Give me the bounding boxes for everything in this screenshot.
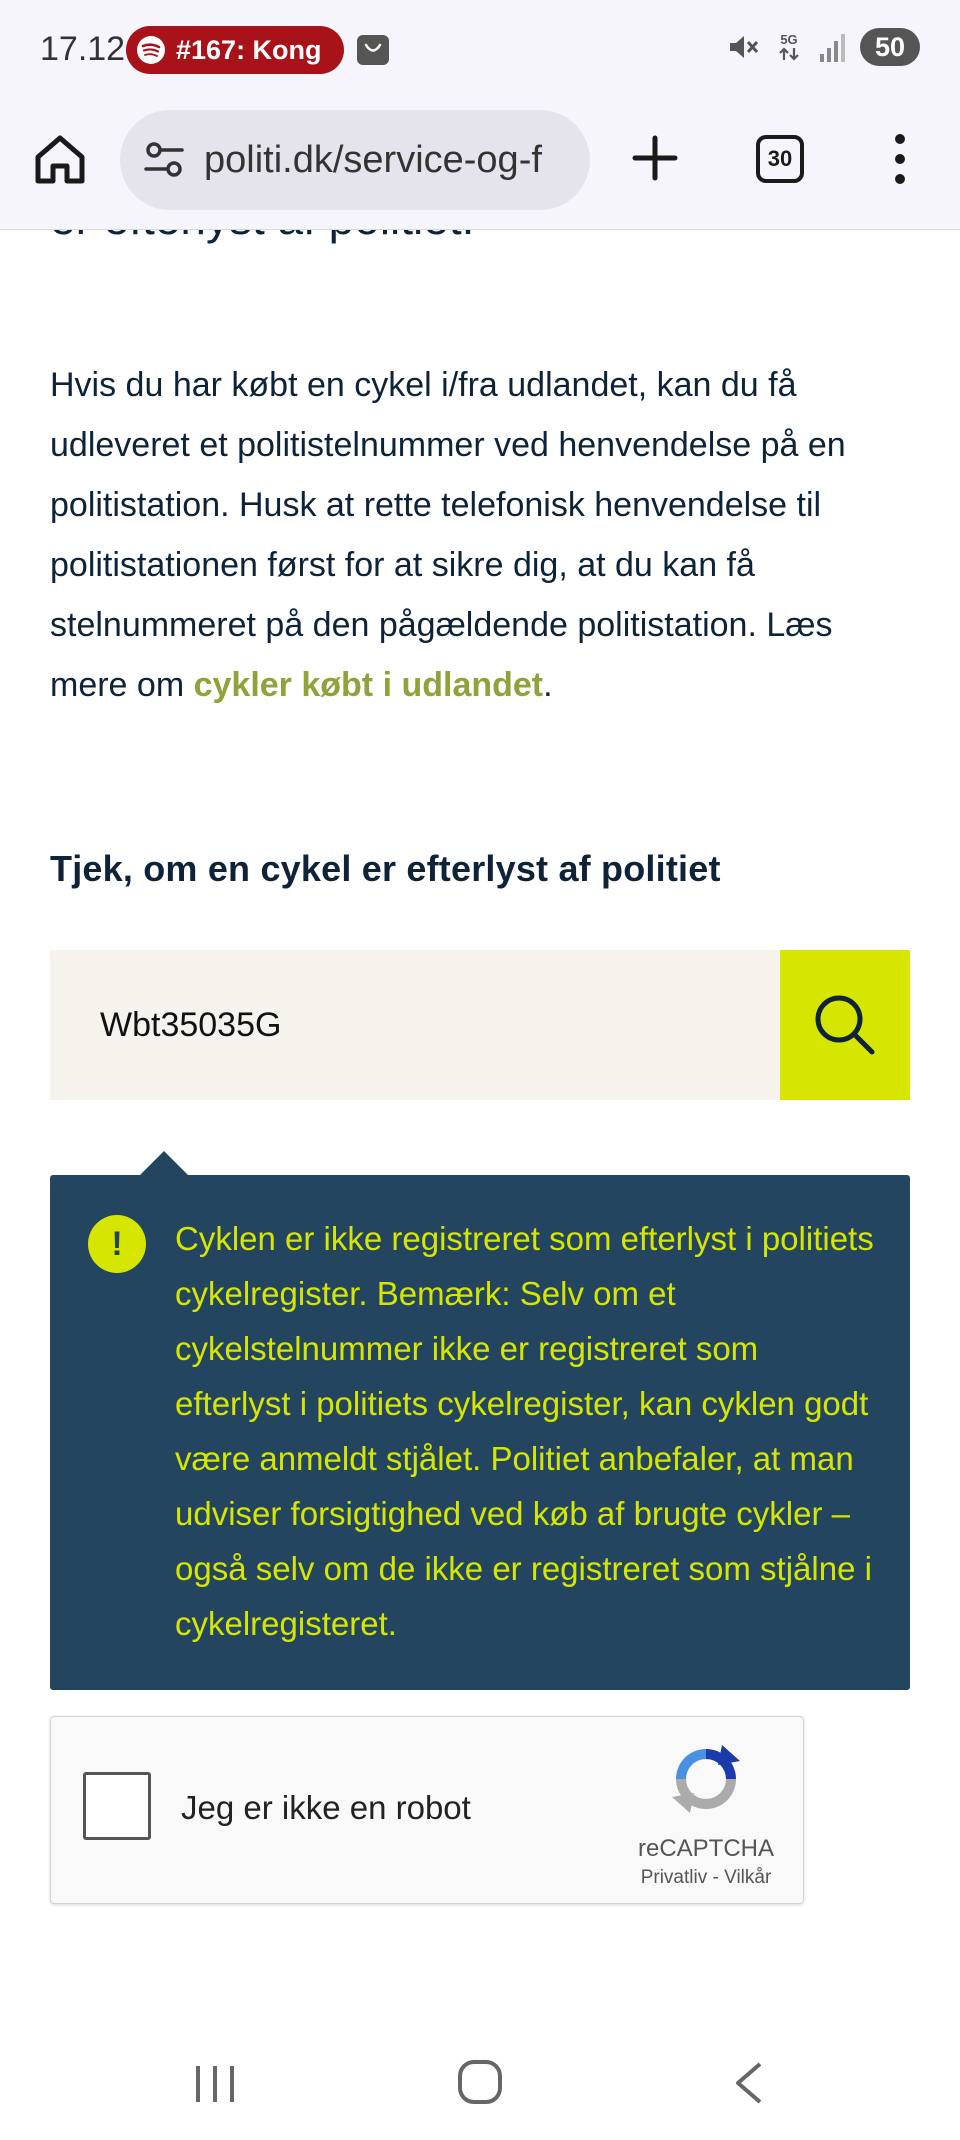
network-5g-icon xyxy=(772,30,806,64)
signal-icon xyxy=(818,30,848,64)
section-heading: Tjek, om en cykel er efterlyst af politiet xyxy=(50,848,721,889)
privacy-link[interactable]: Privatliv xyxy=(640,1867,708,1888)
terms-link[interactable]: Vilkår xyxy=(724,1867,772,1888)
more-options-icon[interactable] xyxy=(880,131,920,187)
recaptcha-label: Jeg er ikke en robot xyxy=(181,1789,471,1826)
recaptcha-checkbox[interactable] xyxy=(83,1772,151,1840)
info-paragraph xyxy=(50,355,910,715)
network-label: 5G xyxy=(780,32,798,47)
recaptcha-widget xyxy=(50,1716,804,1904)
status-bar xyxy=(0,0,960,95)
alert-pointer xyxy=(140,1151,188,1175)
exclamation-icon: ! xyxy=(88,1215,146,1273)
url-text: politi.dk/service-og-f xyxy=(204,138,542,181)
browser-toolbar xyxy=(0,95,960,230)
alert-message: Cyklen er ikke registreret som efterlyst i politiets cykelregister. Bemærk: Selv om et cykelstelnummer ikke er registreret som efterlyst i politiets cykelregister, kan cyklen godt være anmeldt stjålet. Politiet anbefaler, at man udviser forsigtighed ved køb af brugte cykler – også selv om de ikke er registreret som stjålne i cykelregisteret. xyxy=(175,1220,874,1642)
shopping-bag-icon xyxy=(356,34,390,66)
paragraph-text: Hvis du har købt en cykel i/fra udlandet, kan du få udleveret et politistelnummer ved henvendelse på en politistation. Husk at rette telefonisk henvendelse til politistationen først for at sikre dig, at du kan få stelnummeret på den pågældende politistation. Læs mere om xyxy=(50,366,846,704)
media-notification-chip[interactable] xyxy=(126,26,344,74)
battery-icon: 50 xyxy=(860,28,920,66)
status-icons xyxy=(726,28,920,66)
new-tab-icon[interactable] xyxy=(630,133,680,183)
spotify-icon xyxy=(136,35,166,65)
link-cykler-udlandet[interactable]: cykler købt i udlandet xyxy=(193,666,544,704)
android-nav-bar xyxy=(0,2020,960,2140)
frame-number-input[interactable] xyxy=(50,950,780,1100)
nav-home-icon[interactable] xyxy=(456,2058,504,2106)
search-icon xyxy=(812,992,878,1058)
recent-apps-icon[interactable] xyxy=(190,2062,240,2106)
recaptcha-brand: reCAPTCHA xyxy=(637,1835,775,1862)
address-bar[interactable] xyxy=(120,110,590,210)
recaptcha-logo-icon xyxy=(666,1739,746,1819)
media-title: #167: Kong xyxy=(176,34,322,65)
back-icon[interactable] xyxy=(730,2060,770,2106)
recaptcha-links xyxy=(626,1867,786,1889)
mute-icon xyxy=(726,30,760,64)
link-separator: - xyxy=(707,1867,725,1888)
search-form xyxy=(50,950,910,1100)
result-alert xyxy=(50,1175,910,1690)
status-time: 17.12 xyxy=(40,30,126,68)
tab-switcher-button[interactable]: 30 xyxy=(756,135,804,183)
paragraph-end: . xyxy=(543,666,553,704)
site-settings-icon[interactable] xyxy=(142,138,186,182)
home-icon[interactable] xyxy=(30,129,90,189)
search-button[interactable] xyxy=(780,950,910,1100)
